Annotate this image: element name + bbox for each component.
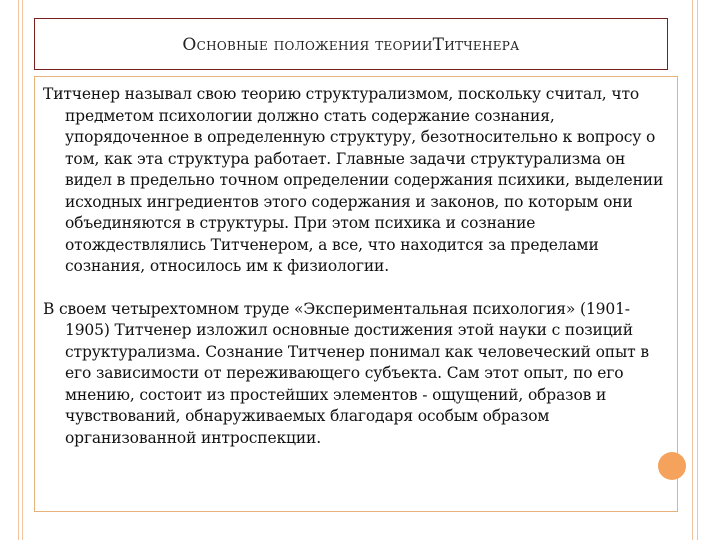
- slide-title: Основные положения теорииТитченера: [182, 35, 520, 55]
- frame-line-left-outer: [18, 0, 19, 540]
- frame-line-right-outer: [697, 0, 698, 540]
- accent-circle: [658, 452, 686, 480]
- paragraph-1: Титченер называл свою теорию структурализмом, поскольку считал, что предметом психологии должно стать содержание сознания, упорядоченное в определенную структуру, безотносительно к вопросу о том, как эта структура работает. Главные задачи структурализма он видел в предельно точном определении содержания психики, выделении исходных ингредиентов этого содержания и законов, по которым они объединяются в структуры. При этом психика и сознание отождествлялись Титченером, а все, что находится за пределами сознания, относилось им к физиологии.: [43, 85, 664, 275]
- paragraph-2: В своем четырехтомном труде «Экспериментальная психология» (1901-1905) Титченер изложил основные достижения этой науки с позиций структурализма. Сознание Титченер понимал как человеческий опыт в его зависимости от переживающего субъекта. Сам этот опыт, по его мнению, состоит из простейших элементов - ощущений, образов и чувствований, обнаруживаемых благодаря особым образом организованной интроспекции.: [43, 299, 649, 447]
- content-box: [34, 76, 678, 512]
- frame-line-right-inner: [692, 0, 693, 540]
- title-box: [34, 18, 668, 70]
- frame-line-left-inner: [22, 0, 23, 540]
